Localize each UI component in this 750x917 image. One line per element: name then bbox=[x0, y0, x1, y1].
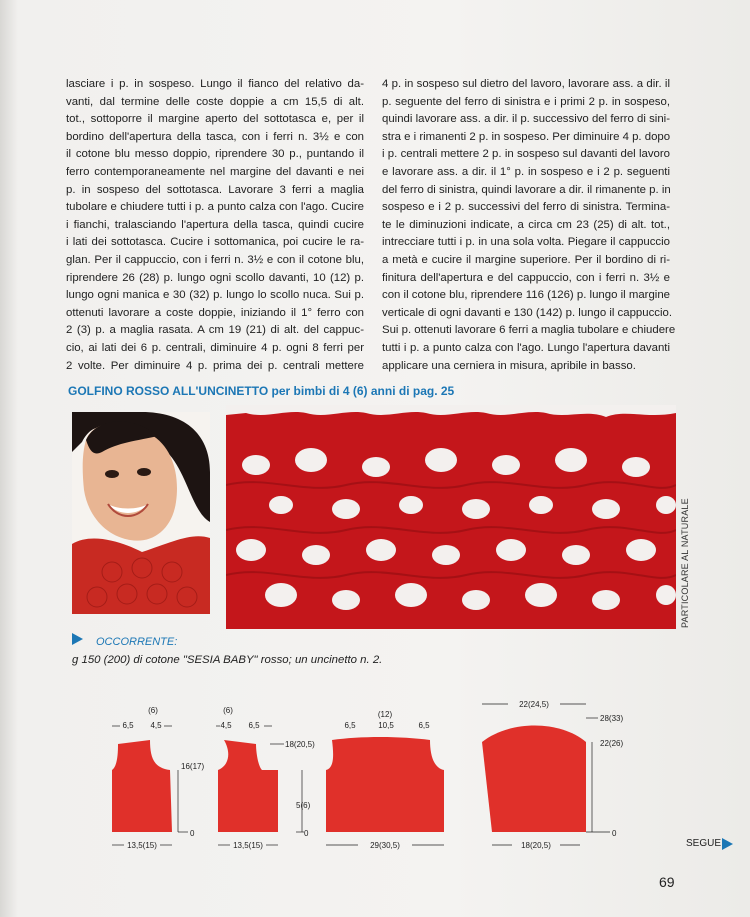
text-line: i fianchi, tralasciando l'apertura della tasca, quindi cucire bbox=[66, 218, 364, 231]
text-line: 2 volte. Per diminuire 4 p. prima dei p. centrali mettere bbox=[66, 359, 364, 372]
page-number: 69 bbox=[659, 874, 675, 890]
dim-label: 5(6) bbox=[296, 801, 311, 810]
text-line: stra e i rimanenti 2 p. in sospeso. Per diminuire 4 p. dopo bbox=[382, 130, 671, 143]
dim-label: 18(20,5) bbox=[521, 841, 551, 850]
arrow-right-icon bbox=[72, 633, 83, 645]
text-line: 2 (3) p. a maglia rasata. A cm 19 (21) di alt. del cappuc- bbox=[66, 324, 364, 337]
arrow-right-icon bbox=[722, 838, 733, 850]
text-line: con il cotone blu, riprendere 116 (126) p. lungo il margine bbox=[382, 289, 670, 302]
segue-label: SEGUE bbox=[686, 838, 722, 849]
text-line: tot., sottoporre il margine aperto del sottotasca e, per il bbox=[66, 113, 364, 126]
text-line: i lati dei sottotasca. Cucire i sottomanica, poi cucire le ra- bbox=[66, 236, 364, 249]
text-line: riprendere 26 (28) p. lungo ogni scollo davanti, 10 (12) p. bbox=[66, 271, 364, 284]
text-line: verticale di ogni davanti e 130 (142) p. lungo il cappuccio. bbox=[382, 306, 673, 319]
right-front-piece bbox=[216, 706, 315, 850]
text-line: p. seguente del ferro di sinistra e i primi 2 p. in sospeso, bbox=[382, 95, 670, 108]
text-line: intrecciare tutti i p. in una sola volta. Piegare il cappuccio bbox=[382, 236, 670, 249]
text-line: bordino dell'apertura della tasca, con i ferri n. 3½ e con bbox=[66, 130, 364, 143]
dim-label: 22(24,5) bbox=[519, 700, 549, 709]
pattern-schematics bbox=[0, 690, 750, 870]
text-line: ottenuti lavorare a coste doppie, iniziando il 1° ferro con bbox=[66, 306, 364, 319]
text-line: vanti, dal termine delle coste doppie a cm 15,5 di alt. bbox=[66, 95, 364, 108]
sleeve-piece bbox=[482, 700, 623, 850]
dim-label: 13,5(15) bbox=[233, 841, 263, 850]
instructions-left-column bbox=[66, 76, 364, 375]
text-line: sospeso e i 2 p. successivi del ferro di sinistra. Termina- bbox=[382, 201, 670, 214]
dim-label: 29(30,5) bbox=[370, 841, 400, 850]
child-photo bbox=[72, 412, 210, 614]
dim-label: 16(17) bbox=[181, 762, 205, 771]
dim-label: 4,5 bbox=[220, 721, 232, 730]
dim-label: 4,5 bbox=[150, 721, 162, 730]
dim-label: (12) bbox=[377, 710, 393, 719]
text-line: ferro contemporaneamente nel margine del davanti e nei bbox=[66, 165, 364, 178]
text-line: i p. centrali mettere 2 p. in sospeso sul davanti del lavoro bbox=[382, 148, 670, 161]
dim-label: 0 bbox=[190, 829, 195, 838]
text-line: tutti i p. a punto calza con l'ago. Lungo l'apertura davanti bbox=[382, 341, 670, 354]
text-line: a metà e cucire il margine superiore. Per il bordino di ri- bbox=[382, 253, 670, 266]
dim-label: (6) bbox=[148, 706, 158, 715]
text-line: e lavorare ass. a dir. il 1° p. in sospeso e i 2 p. seguenti bbox=[382, 165, 670, 178]
dim-label: 6,5 bbox=[344, 721, 356, 730]
child-photo-illustration bbox=[72, 412, 210, 614]
text-line: del ferro di sinistra, quindi lavorare a dir. il rimanente p. in bbox=[382, 183, 671, 196]
dim-label: 0 bbox=[612, 829, 617, 838]
crochet-swatch-illustration bbox=[226, 405, 676, 629]
side-label: PARTICOLARE AL NATURALE bbox=[680, 498, 690, 628]
dim-label: 28(33) bbox=[600, 714, 624, 723]
left-front-piece bbox=[112, 706, 204, 850]
occorrente-text: g 150 (200) di cotone "SESIA BABY" rosso; un uncinetto n. 2. bbox=[72, 654, 383, 666]
text-line: quindi lavorare ass. a dir. il p. successivo del ferro di sini- bbox=[382, 113, 670, 126]
instructions-right-column bbox=[382, 76, 676, 375]
dim-label: 18(20,5) bbox=[285, 740, 315, 749]
text-line: 4 p. in sospeso sul dietro del lavoro, lavorare ass. a dir. il bbox=[382, 78, 670, 90]
dim-label: 6,5 bbox=[248, 721, 260, 730]
text-line: lungo ogni manica e 30 (32) p. lungo lo scollo nuca. Sui p. bbox=[66, 289, 364, 302]
dim-label: 22(26) bbox=[600, 739, 624, 748]
text-line: lasciare i p. in sospeso. Lungo il fianco del relativo da- bbox=[66, 78, 364, 90]
text-line: finitura dell'apertura e del cappuccio, con i ferri n. 3½ e bbox=[382, 271, 670, 284]
text-line: cio, ai lati dei 6 p. centrali, diminuire 4 p. ogni 8 ferri per bbox=[66, 341, 364, 354]
text-line: Sui p. ottenuti lavorare 6 ferri a maglia tubolare e chiudere bbox=[382, 324, 676, 337]
text-line: applicare una cerniera in misura, apribile in basso. bbox=[382, 359, 636, 372]
dim-label: 10,5 bbox=[378, 721, 394, 730]
text-line: te le diminuzioni indicate, a circa cm 23 (25) di alt. tot., bbox=[382, 218, 670, 231]
occorrente-title: OCCORRENTE: bbox=[96, 636, 178, 648]
text-line: p. in sospeso del sottotasca. Lavorare 3 ferri a maglia bbox=[66, 183, 364, 196]
back-piece bbox=[326, 710, 444, 850]
dim-label: 13,5(15) bbox=[127, 841, 157, 850]
section-title: GOLFINO ROSSO ALL'UNCINETTO per bimbi di 4 (6) anni di pag. 25 bbox=[68, 384, 455, 398]
text-line: il cotone blu messo doppio, riprendere 30 p., puntando il bbox=[66, 148, 364, 161]
crochet-swatch-photo bbox=[226, 405, 676, 629]
text-line: glan. Per il cappuccio, con i ferri n. 3½ e con il cotone blu, bbox=[66, 253, 364, 266]
dim-label: (6) bbox=[223, 706, 233, 715]
dim-label: 0 bbox=[304, 829, 309, 838]
text-line: tubolare e chiudere tutti i p. a punto calza con l'ago. Cucire bbox=[66, 201, 364, 214]
dim-label: 6,5 bbox=[122, 721, 134, 730]
dim-label: 6,5 bbox=[418, 721, 430, 730]
